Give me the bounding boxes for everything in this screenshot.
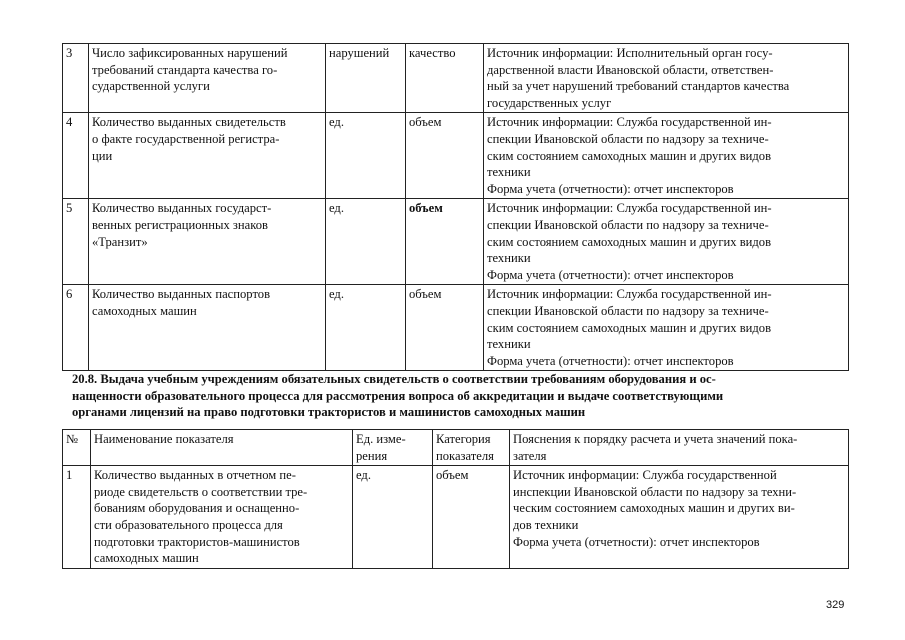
header-category: Категория показателя [433, 430, 510, 466]
row-number: 6 [63, 285, 89, 371]
indicator-category: объем [433, 466, 510, 569]
header-explanation: Пояснения к порядку расчета и учета значений пока- зателя [510, 430, 849, 466]
indicator-category: объем [406, 113, 484, 199]
indicator-name: Количество выданных паспортов самоходных машин [89, 285, 326, 371]
indicator-category: объем [406, 199, 484, 285]
indicator-category: объем [406, 285, 484, 371]
indicator-name: Количество выданных свидетельств о факте государственной регистра- ции [89, 113, 326, 199]
header-unit: Ед. изме- рения [353, 430, 433, 466]
calculation-explanation: Источник информации: Служба государственной ин- спекции Ивановской области по надзору за техниче- ским состоянием самоходных машин и других видов техники Форма учета (отчетности): отчет инспекторов [484, 199, 849, 285]
row-number: 4 [63, 113, 89, 199]
calculation-explanation: Источник информации: Служба государственной ин- спекции Ивановской области по надзору за техниче- ским состоянием самоходных машин и других видов техники Форма учета (отчетности): отчет инспекторов [484, 113, 849, 199]
indicator-name: Число зафиксированных нарушений требований стандарта качества го- сударственной услуги [89, 44, 326, 113]
table-row [63, 466, 849, 569]
table-row [63, 44, 849, 113]
indicators-table-continued [62, 43, 849, 371]
row-number: 3 [63, 44, 89, 113]
header-indicator-name: Наименование показателя [91, 430, 353, 466]
table-header-row [63, 430, 849, 466]
indicator-category: качество [406, 44, 484, 113]
indicators-table [62, 429, 849, 569]
unit-of-measure: ед. [326, 199, 406, 285]
row-number: 1 [63, 466, 91, 569]
calculation-explanation: Источник информации: Служба государственной ин- спекции Ивановской области по надзору за техниче- ским состоянием самоходных машин и других видов техники Форма учета (отчетности): отчет инспекторов [484, 285, 849, 371]
calculation-explanation: Источник информации: Исполнительный орган госу- дарственной власти Ивановской области, ответствен- ный за учет нарушений требований стандартов качества государственных услуг [484, 44, 849, 113]
indicator-name: Количество выданных государст- венных регистрационных знаков «Транзит» [89, 199, 326, 285]
unit-of-measure: нарушений [326, 44, 406, 113]
header-number: № [63, 430, 91, 466]
table-row [63, 285, 849, 371]
unit-of-measure: ед. [326, 113, 406, 199]
table-row [63, 113, 849, 199]
table-row [63, 199, 849, 285]
calculation-explanation: Источник информации: Служба государственной инспекции Ивановской области по надзору за техни- ческим состоянием самоходных машин и других ви- дов техники Форма учета (отчетности): отчет инспекторов [510, 466, 849, 569]
page-number: 329 [826, 599, 845, 611]
row-number: 5 [63, 199, 89, 285]
unit-of-measure: ед. [326, 285, 406, 371]
indicator-name: Количество выданных в отчетном пе- риоде свидетельств о соответствии тре- бованиям оборудования и оснащенно- сти образовательного процесса для подготовки трактористов-машинистов самоходных машин [91, 466, 353, 569]
section-heading: 20.8. Выдача учебным учреждениям обязательных свидетельств о соответствии требованиям оборудования и ос- нащенности образовательного процесса для рассмотрения вопроса об аккредитации и выдаче соответствующими органами лицензий на право подготовки трактористов и машинистов самоходных машин [72, 372, 724, 420]
unit-of-measure: ед. [353, 466, 433, 569]
